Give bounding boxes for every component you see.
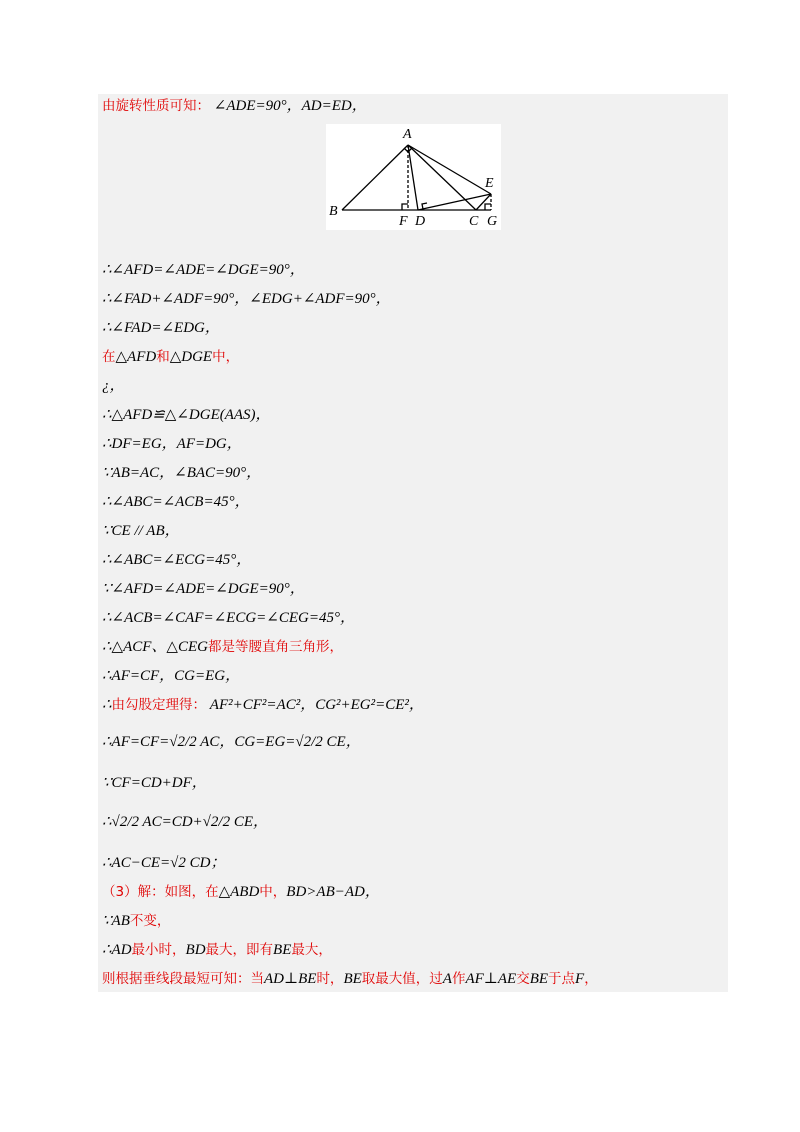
line-25-text7: ， — [584, 971, 598, 987]
line-14 — [102, 608, 355, 628]
line-9 — [102, 463, 261, 483]
label-c: C — [469, 214, 479, 229]
line-24-text2: 最大，即有 — [205, 942, 274, 958]
line-5-zhong: 中， — [212, 349, 240, 365]
line-17-therefore: ∴ — [102, 697, 112, 713]
line-24-text1: 最小时， — [131, 942, 186, 958]
line-11-math: ∵CE // AB， — [102, 523, 180, 539]
line-22 — [102, 882, 380, 902]
line-19 — [102, 773, 207, 793]
line-13-math: ∵∠AFD=∠ADE=∠DGE=90°， — [102, 581, 305, 597]
line-20 — [102, 812, 268, 832]
line-5-zai: 在 — [102, 349, 116, 365]
line-21-math: ∴AC−CE=√2 CD； — [102, 855, 226, 871]
line-8 — [102, 434, 242, 454]
line-16-math: ∴AF=CF，CG=EG， — [102, 668, 241, 684]
line-1-text: 由旋转性质可知： — [102, 98, 210, 114]
line-23-text: 不变， — [129, 913, 171, 929]
line-25-math6: F — [575, 971, 585, 987]
line-20-math: ∴√2/2 AC=CD+√2/2 CE， — [102, 814, 268, 830]
line-17-text: 由勾股定理得： — [111, 697, 207, 713]
geometry-figure — [326, 124, 501, 230]
line-25-math5: BE — [529, 971, 549, 987]
line-7 — [102, 405, 271, 425]
line-15-math: ∴△ACF、△CEG — [102, 639, 208, 655]
line-6 — [102, 376, 125, 396]
label-a: A — [403, 127, 412, 142]
line-24-ad: ∴AD — [102, 942, 132, 958]
line-25-math4: AF⊥AE — [465, 971, 517, 987]
line-17 — [102, 695, 424, 715]
label-f: F — [399, 214, 408, 229]
line-25-text6: 于点 — [548, 971, 576, 987]
line-19-math: ∵CF=CD+DF， — [102, 775, 207, 791]
line-18-math: ∴AF=CF=√2/2 AC，CG=EG=√2/2 CE， — [102, 734, 361, 750]
line-18 — [102, 732, 361, 752]
line-22-text2: 中， — [259, 884, 287, 900]
line-23-math: ∵AB — [102, 913, 130, 929]
line-23 — [102, 911, 170, 931]
line-25-text3: 取最大值，过 — [361, 971, 443, 987]
line-10 — [102, 492, 250, 512]
line-15 — [102, 637, 343, 657]
line-6-math: ¿， — [102, 378, 125, 394]
line-9-math: ∵AB=AC，∠BAC=90°， — [102, 465, 262, 481]
line-15-text: 都是等腰直角三角形， — [207, 639, 343, 655]
line-16 — [102, 666, 240, 686]
line-1 — [102, 96, 367, 116]
line-10-math: ∴∠ABC=∠ACB=45°， — [102, 494, 250, 510]
line-5-he: 和 — [156, 349, 170, 365]
label-g: G — [487, 214, 498, 229]
line-25 — [102, 969, 598, 989]
line-22-math: BD>AB−AD， — [286, 884, 380, 900]
line-24-bd: BD — [185, 942, 206, 958]
line-24-text3: 最大， — [291, 942, 332, 958]
line-12 — [102, 550, 251, 570]
line-4-math: ∴∠FAD=∠EDG， — [102, 320, 220, 336]
line-21 — [102, 853, 225, 873]
line-12-math: ∴∠ABC=∠ECG=45°， — [102, 552, 252, 568]
line-14-math: ∴∠ACB=∠CAF=∠ECG=∠CEG=45°， — [102, 610, 355, 626]
line-11 — [102, 521, 180, 541]
line-25-text4: 作 — [451, 971, 466, 987]
line-7-math: ∴△AFD≌△∠DGE(AAS)， — [102, 407, 271, 423]
label-d: D — [415, 214, 426, 229]
line-5-tri1: △AFD — [115, 349, 157, 365]
line-13 — [102, 579, 305, 599]
line-1-math: ∠ADE=90°，AD=ED， — [213, 98, 367, 114]
line-8-math: ∴DF=EG，AF=DG， — [102, 436, 242, 452]
line-24-be: BE — [273, 942, 292, 958]
line-3-math: ∴∠FAD+∠ADF=90°，∠EDG+∠ADF=90°， — [102, 291, 391, 307]
line-22-text1: （3）解：如图，在 — [102, 884, 219, 900]
line-22-tri: △ABD — [218, 884, 260, 900]
line-25-math3: A — [442, 971, 452, 987]
line-5-tri2: △DGE — [169, 349, 213, 365]
line-2-math: ∴∠AFD=∠ADE=∠DGE=90°， — [102, 262, 305, 278]
line-3 — [102, 289, 391, 309]
line-17-math: AF²+CF²=AC²，CG²+EG²=CE²， — [209, 697, 424, 713]
line-2 — [102, 260, 305, 280]
line-5 — [102, 347, 239, 367]
label-e: E — [485, 176, 494, 191]
line-25-math1: AD⊥BE — [264, 971, 317, 987]
label-b: B — [329, 204, 338, 219]
line-25-text2: 时， — [316, 971, 344, 987]
line-25-math2: BE — [343, 971, 362, 987]
line-25-text1: 则根据垂线段最短可知：当 — [102, 971, 264, 987]
line-24 — [102, 940, 332, 960]
line-25-text5: 交 — [516, 971, 530, 987]
line-4 — [102, 318, 220, 338]
